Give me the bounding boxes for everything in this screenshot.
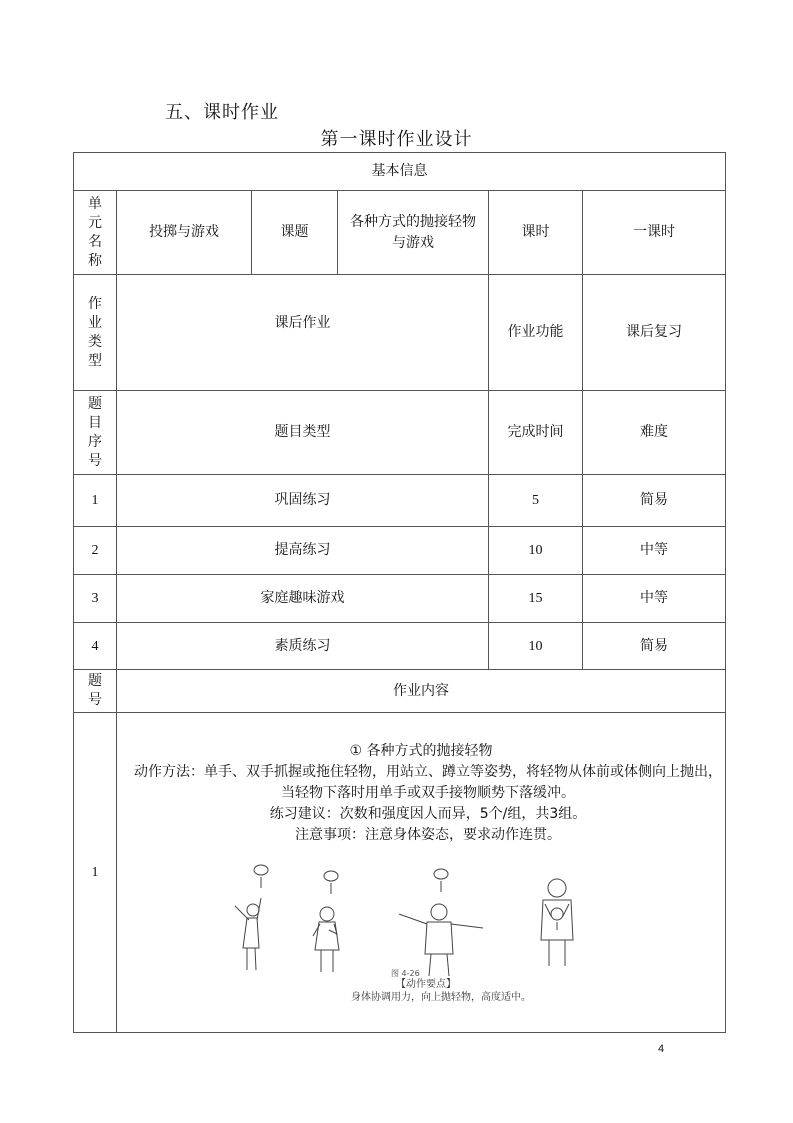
homework-content	[117, 713, 726, 1033]
content-number: 1	[74, 713, 117, 1033]
item-type: 素质练习	[117, 623, 489, 670]
question-number-label: 题 目 序 号	[74, 391, 117, 475]
item-time: 5	[489, 475, 583, 527]
item-difficulty: 中等	[583, 575, 726, 623]
homework-table	[73, 152, 726, 1033]
item-type: 提高练习	[117, 527, 489, 575]
difficulty-header: 难度	[583, 391, 726, 475]
topic-label: 课题	[252, 191, 338, 275]
basic-info-header: 基本信息	[74, 153, 726, 191]
figure-drawing-4	[517, 858, 597, 978]
item-type: 家庭趣味游戏	[117, 575, 489, 623]
question-type-header: 题目类型	[117, 391, 489, 475]
unit-name-label: 单 元 名 称	[74, 191, 117, 275]
key-points-title: 【动作要点】	[396, 979, 456, 990]
figure-drawing	[209, 858, 509, 978]
key-points-text: 身体协调用力，向上抛轻物，高度适中。	[351, 992, 531, 1003]
item-difficulty: 简易	[583, 623, 726, 670]
section-heading: 五、课时作业	[165, 102, 279, 123]
item-time: 10	[489, 623, 583, 670]
key-points-caption	[127, 978, 725, 1004]
homework-function-label: 作业功能	[489, 275, 583, 391]
item-number: 4	[74, 623, 117, 670]
catch-throw-illustration	[209, 858, 509, 978]
content-notes: 注意事项：注意身体姿态，要求动作连贯。	[295, 827, 561, 843]
content-heading: ① 各种方式的抛接轻物	[349, 743, 493, 759]
item-number: 2	[74, 527, 117, 575]
period-value: 一课时	[583, 191, 726, 275]
table-row	[74, 475, 726, 527]
table-row	[74, 623, 726, 670]
item-difficulty: 中等	[583, 527, 726, 575]
svg-text:图 4-26: 图 4-26	[391, 969, 420, 978]
homework-type-label: 作 业 类 型	[74, 275, 117, 391]
homework-type-value: 课后作业	[117, 275, 489, 391]
item-number: 3	[74, 575, 117, 623]
homework-function-value: 课后复习	[583, 275, 726, 391]
item-time: 15	[489, 575, 583, 623]
content-suggestion: 练习建议：次数和强度因人而异，5个/组，共3组。	[269, 806, 587, 822]
table-row	[74, 575, 726, 623]
topic-value: 各种方式的抛接轻物与游戏	[338, 191, 489, 275]
unit-name-value: 投掷与游戏	[117, 191, 252, 275]
content-method: 动作方法：单手、双手抓握或拖住轻物，用站立、蹲立等姿势，将轻物从体前或体侧向上抛出，当轻物下落时用单手或双手接物顺势下落缓冲。	[134, 764, 722, 801]
table-row	[74, 527, 726, 575]
item-difficulty: 简易	[583, 475, 726, 527]
content-header: 作业内容	[117, 670, 726, 713]
item-type: 巩固练习	[117, 475, 489, 527]
completion-time-header: 完成时间	[489, 391, 583, 475]
content-number-label: 题 号	[74, 670, 117, 713]
item-time: 10	[489, 527, 583, 575]
item-number: 1	[74, 475, 117, 527]
page-number: 4	[658, 1043, 665, 1055]
document-title: 第一课时作业设计	[320, 129, 473, 150]
period-label: 课时	[489, 191, 583, 275]
